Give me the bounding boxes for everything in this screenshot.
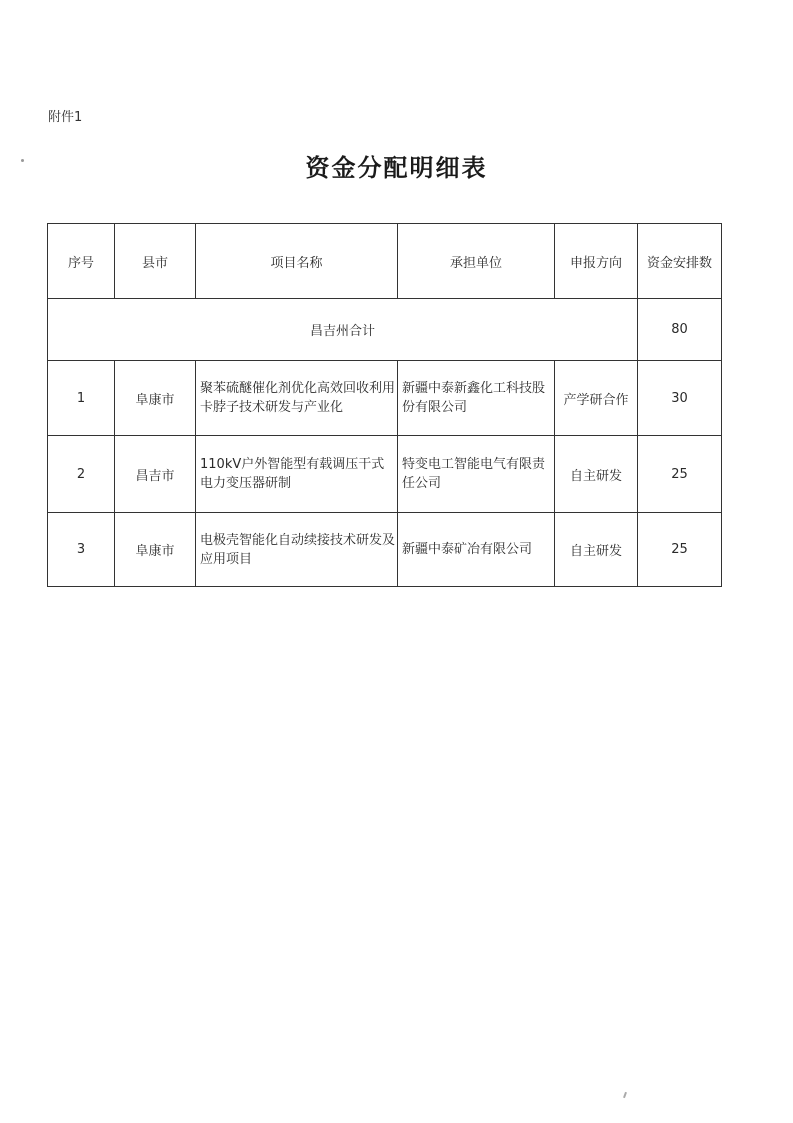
table-row [48,361,722,436]
row-direction: 自主研发 [555,513,638,587]
row-county: 昌吉市 [115,436,196,513]
header-cell-no: 序号 [48,224,115,299]
row-unit: 特变电工智能电气有限责任公司 [398,436,555,513]
row-direction: 自主研发 [555,436,638,513]
header-cell-county: 县市 [115,224,196,299]
row-county: 阜康市 [115,513,196,587]
table-header-row [48,224,722,299]
row-project: 110kV户外智能型有载调压干式电力变压器研制 [196,436,398,513]
row-project: 电极壳智能化自动续接技术研发及应用项目 [196,513,398,587]
fund-allocation-table [47,223,722,587]
row-unit: 新疆中泰矿冶有限公司 [398,513,555,587]
header-cell-direction: 申报方向 [555,224,638,299]
row-direction: 产学研合作 [555,361,638,436]
header-cell-unit: 承担单位 [398,224,555,299]
row-county: 阜康市 [115,361,196,436]
header-cell-amount: 资金安排数 [638,224,722,299]
row-no: 3 [48,513,115,587]
table-row [48,513,722,587]
attachment-label: 附件1 [48,110,83,125]
row-amount: 30 [638,361,722,436]
row-no: 2 [48,436,115,513]
row-amount: 25 [638,513,722,587]
row-no: 1 [48,361,115,436]
row-amount: 25 [638,436,722,513]
header-cell-project: 项目名称 [196,224,398,299]
row-unit: 新疆中泰新鑫化工科技股份有限公司 [398,361,555,436]
row-project: 聚苯硫醚催化剂优化高效回收利用卡脖子技术研发与产业化 [196,361,398,436]
scan-speck [623,1092,627,1098]
summary-label: 昌吉州合计 [48,299,638,361]
page-title: 资金分配明细表 [305,153,488,182]
summary-amount: 80 [638,299,722,361]
table-row [48,436,722,513]
summary-row [48,299,722,361]
